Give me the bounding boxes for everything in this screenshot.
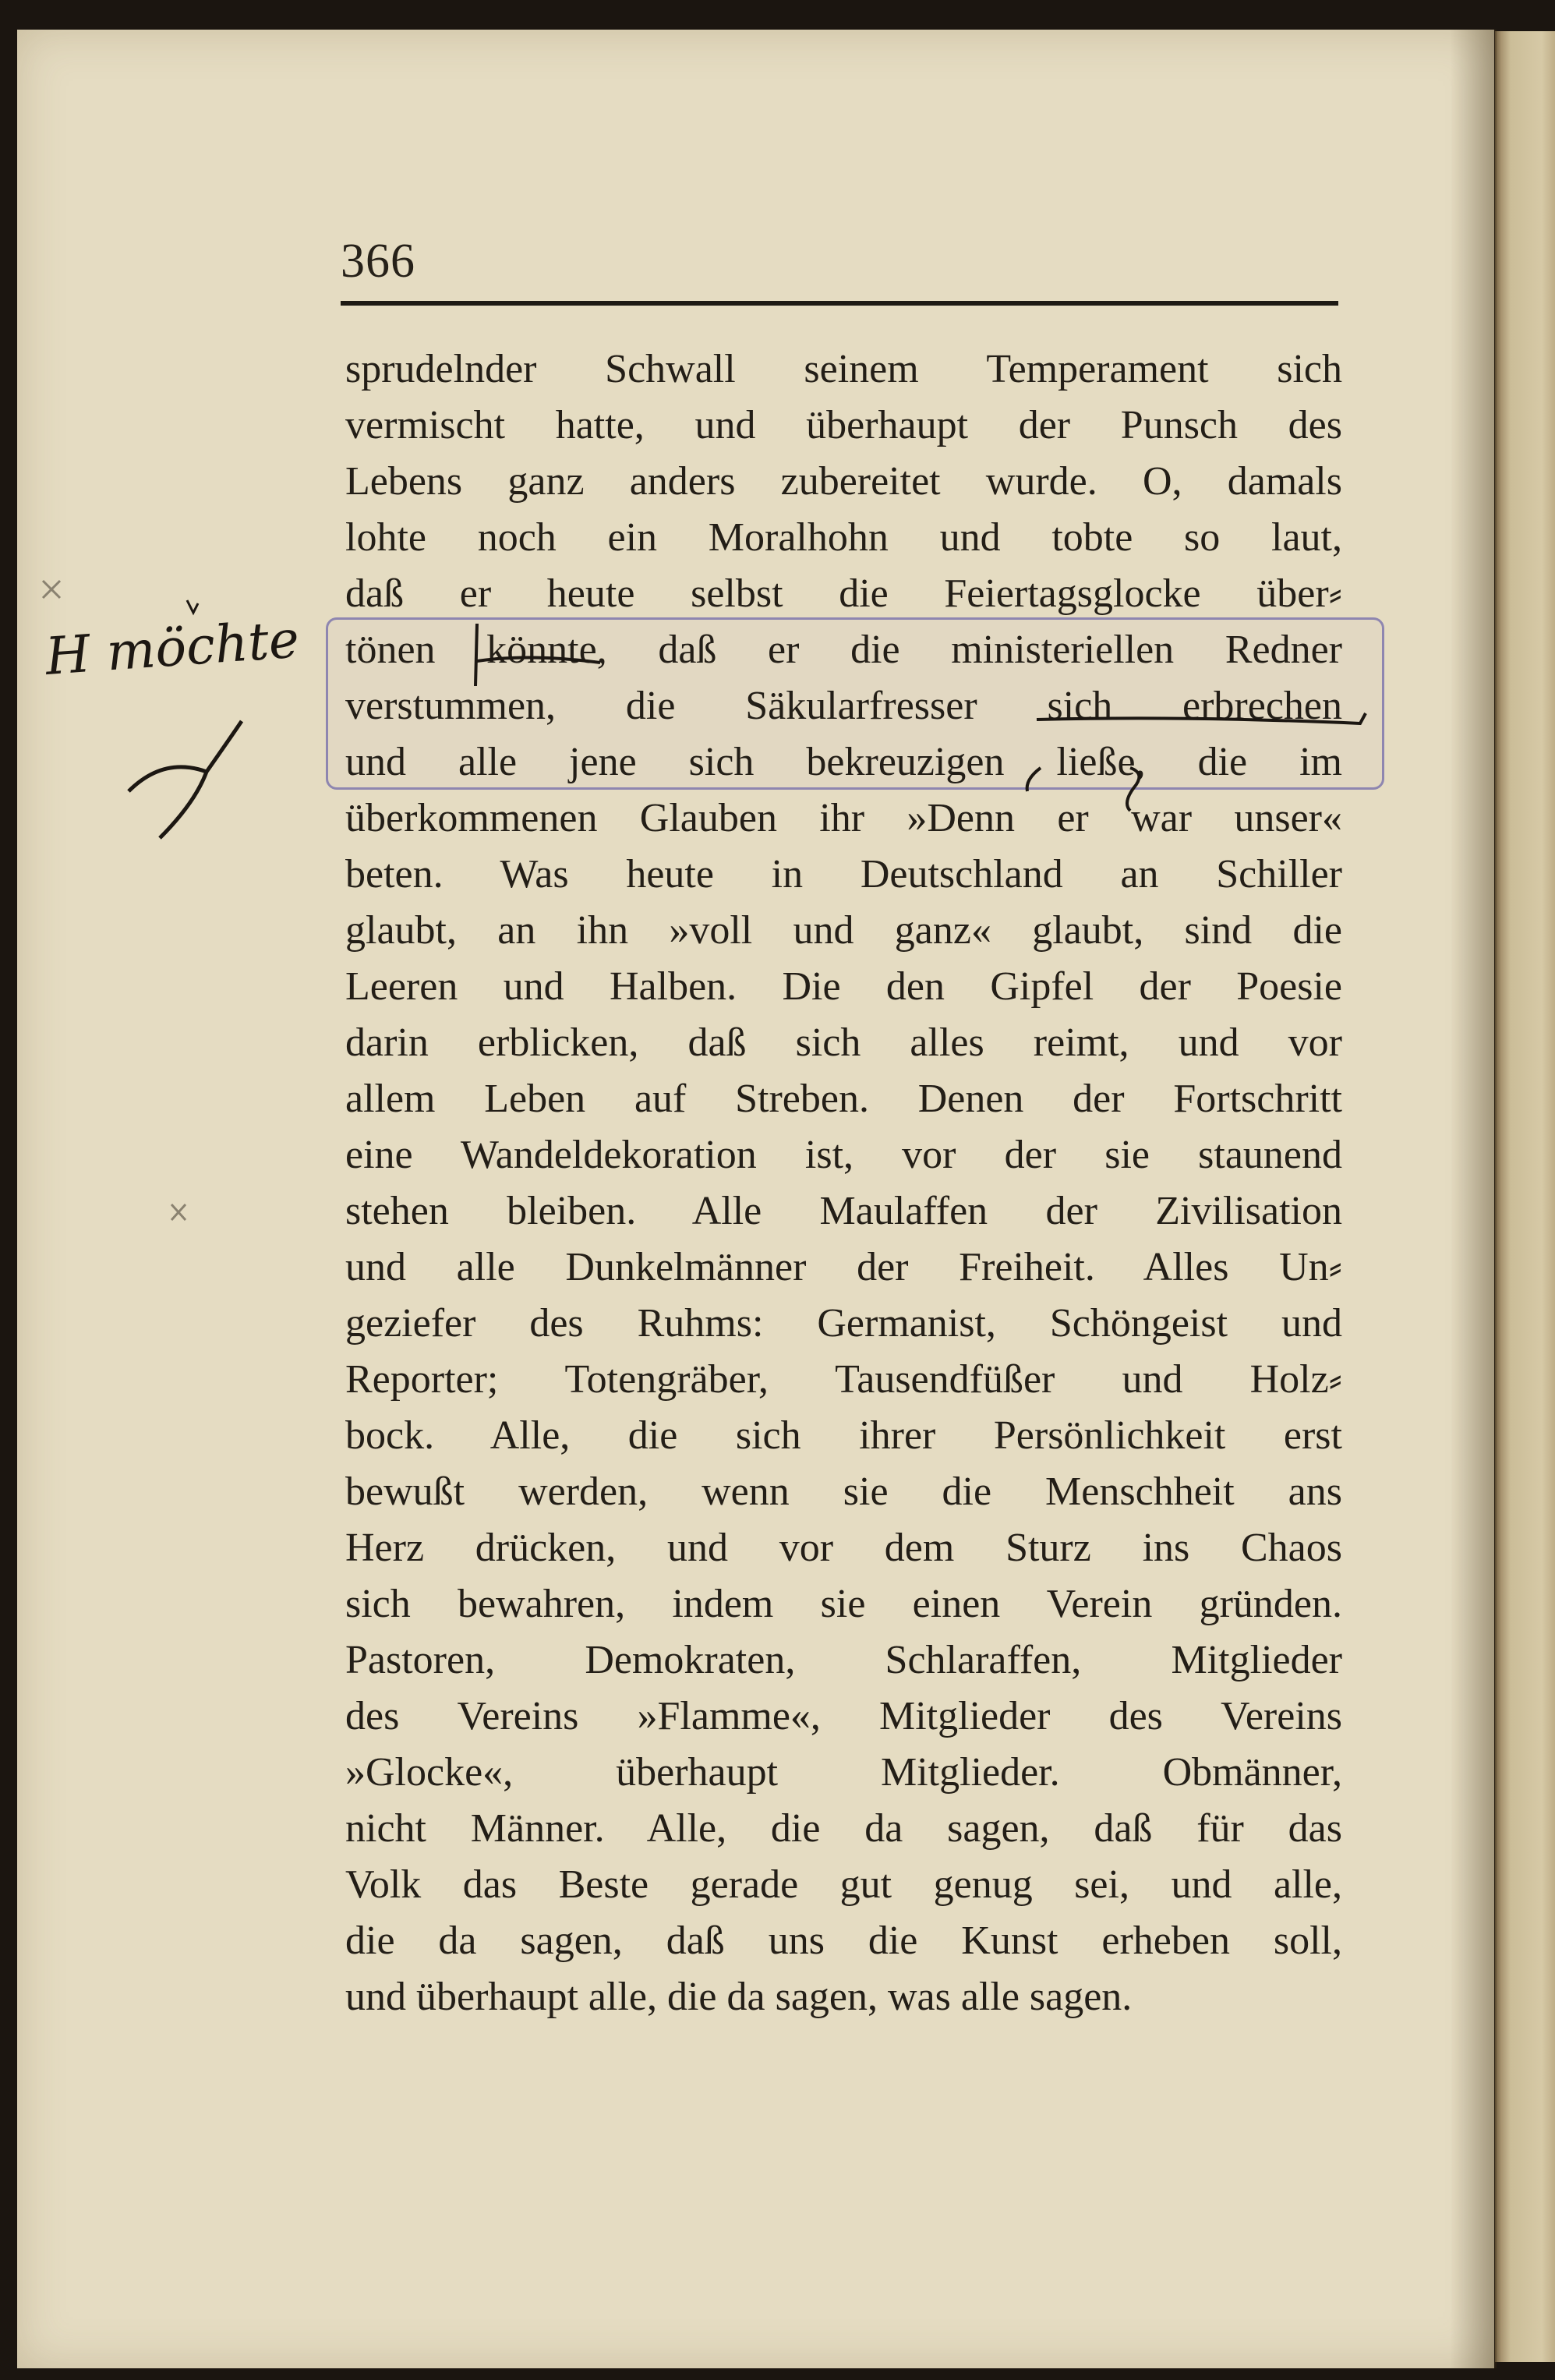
text-line: bewußt werden, wenn sie die Menschheit ans [345,1469,1342,1514]
text-line: geziefer des Ruhms: Germanist, Schöngeist und [345,1301,1342,1346]
text-line: Leeren und Halben. Die den Gipfel der Poesie [345,964,1342,1009]
text-line: daß er heute selbst die Feiertagsglocke über⸗ [345,571,1342,616]
body-text [345,341,1342,2025]
margin-note-text: H möchte [43,609,302,687]
text-line: überkommenen Glauben ihr »Denn er war unser« [345,796,1342,840]
text-line: lohte noch ein Moralhohn und tobte so laut, [345,515,1342,560]
text-line: sprudelnder Schwall seinem Temperament sich [345,347,1342,391]
text-line: allem Leben auf Streben. Denen der Fortschritt [345,1077,1342,1121]
text-line: die da sagen, daß uns die Kunst erheben soll, [345,1918,1342,1963]
text-line: beten. Was heute in Deutschland an Schiller [345,852,1342,896]
text-line: verstummen, die Säkularfresser sich erbrechen [345,684,1342,728]
text-line: bock. Alle, die sich ihrer Persönlichkeit erst [345,1413,1342,1458]
text-line: darin erblicken, daß sich alles reimt, und vor [345,1020,1342,1065]
text-line: eine Wandeldekoration ist, vor der sie staunend [345,1133,1342,1177]
text-line: des Vereins »Flamme«, Mitglieder des Vereins [345,1694,1342,1738]
text-line: und alle jene sich bekreuzigen ließe, die im [345,740,1342,784]
text-line: »Glocke«, überhaupt Mitglieder. Obmänner, [345,1750,1342,1795]
text-line: Volk das Beste gerade gut genug sei, und alle, [345,1862,1342,1907]
spine-shadow [1450,30,1497,2368]
adjacent-page-edge [1495,31,1555,2362]
text-line: tönen könnte, daß er die ministeriellen Redner [345,628,1342,672]
header-rule [341,301,1338,306]
text-line: sich bewahren, indem sie einen Verein gründen. [345,1582,1342,1626]
text-line: und überhaupt alle, die da sagen, was alle sagen. [345,1975,1133,2019]
text-line: Reporter; Totengräber, Tausendfüßer und Holz⸗ [345,1357,1342,1402]
text-line: vermischt hatte, und überhaupt der Punsch des [345,403,1342,447]
page-number: 366 [341,235,415,288]
text-line: stehen bleiben. Alle Maulaffen der Zivilisation [345,1189,1342,1233]
text-line: glaubt, an ihn »voll und ganz« glaubt, sind die [345,908,1342,953]
text-line: und alle Dunkelmänner der Freiheit. Alles Un⸗ [345,1245,1342,1289]
text-line: Pastoren, Demokraten, Schlaraffen, Mitglieder [345,1638,1342,1682]
text-line: Herz drücken, und vor dem Sturz ins Chaos [345,1526,1342,1570]
text-line: Lebens ganz anders zubereitet wurde. O, damals [345,459,1342,504]
text-line: nicht Männer. Alle, die da sagen, daß für das [345,1806,1342,1851]
